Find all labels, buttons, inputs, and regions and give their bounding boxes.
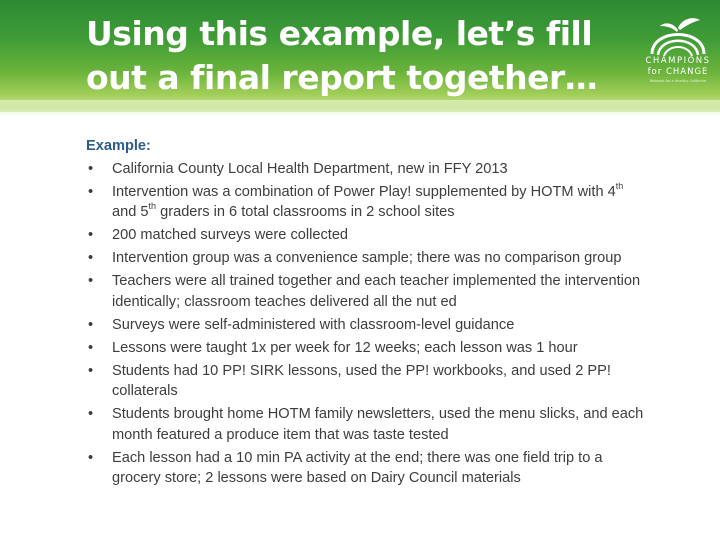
list-item-text: California County Local Health Department, new in FFY 2013 <box>112 160 508 177</box>
list-item <box>86 225 646 246</box>
list-item <box>86 338 646 359</box>
bullet-icon: • <box>88 273 94 289</box>
list-item <box>86 448 646 489</box>
slide-title: Using this example, let’s fill out a final report together… <box>86 14 598 97</box>
bullet-icon: • <box>88 316 94 333</box>
bullet-icon: • <box>88 183 94 200</box>
superscript-ordinal: th <box>148 201 157 212</box>
list-item <box>86 182 646 223</box>
list-item-text-part: graders in 6 total classrooms in 2 school sites <box>156 204 455 220</box>
bullet-icon: • <box>88 160 94 177</box>
example-heading: Example: <box>86 138 151 154</box>
list-item-text: Each lesson had a 10 min PA activity at the end; there was one field trip to a grocery store; 2 lessons were based on Dairy Council materials <box>112 449 603 486</box>
list-item-text: Surveys were self-administered with classroom-level guidance <box>112 316 515 333</box>
list-item <box>86 159 646 180</box>
header-fade <box>0 100 720 118</box>
list-item <box>86 361 646 402</box>
list-item <box>86 248 646 269</box>
logo-line-1: CHAMPIONS <box>645 56 711 66</box>
list-item-text: Lessons were taught 1x per week for 12 weeks; each lesson was 1 hour <box>112 339 578 356</box>
list-item-text: 200 matched surveys were collected <box>112 227 349 243</box>
bullet-icon: • <box>88 339 94 356</box>
list-item <box>86 315 646 336</box>
bullet-icon: • <box>88 362 94 379</box>
list-item-text-part: Intervention was a combination of Power Play! supplemented by HOTM with 4 <box>112 183 616 200</box>
list-item-text: Students had 10 PP! SIRK lessons, used the PP! workbooks, and used 2 PP! collaterals <box>112 362 611 399</box>
bullet-icon: • <box>88 227 94 243</box>
bullet-icon: • <box>88 250 94 266</box>
list-item-text: Intervention group was a convenience sample; there was no comparison group <box>112 250 622 266</box>
list-item-text: Students brought home HOTM family newsletters, used the menu slicks, and each month featured a produce item that was taste tested <box>112 406 644 443</box>
logo-tagline: Network for a Healthy California <box>649 79 707 83</box>
bullet-icon: • <box>88 449 94 466</box>
champions-for-change-logo <box>640 14 716 90</box>
list-item <box>86 404 646 445</box>
list-item <box>86 271 646 312</box>
bullet-list <box>86 159 646 489</box>
logo-line-2: for CHANGE <box>647 67 709 77</box>
list-item-text-part: and 5 <box>112 204 149 220</box>
slide-content <box>86 136 646 491</box>
sunrise-logo-icon <box>640 14 716 58</box>
superscript-ordinal: th <box>615 180 624 191</box>
list-item-text: Teachers were all trained together and each teacher implemented the intervention identically; classroom teaches delivered all the nut ed <box>112 273 641 310</box>
bullet-icon: • <box>88 406 94 422</box>
